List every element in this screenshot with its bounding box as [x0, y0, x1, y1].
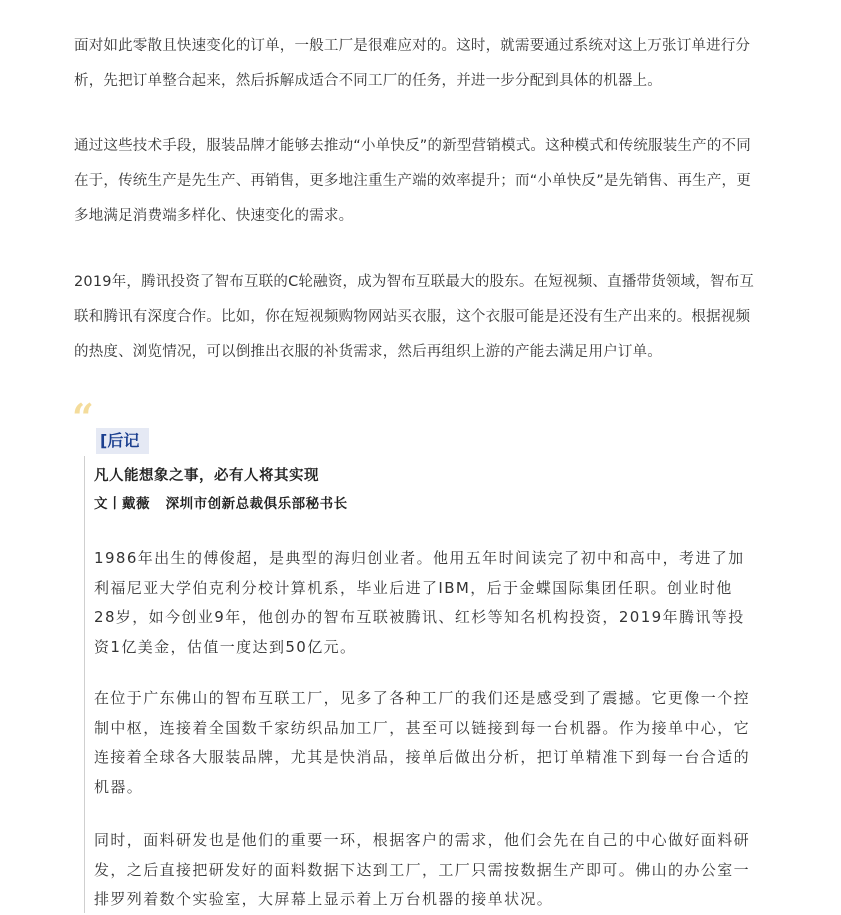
article-paragraph-2: 通过这些技术手段，服装品牌才能够去推动“小单快反”的新型营销模式。这种模式和传统服装生产的不同在于，传统生产是先生产、再销售，更多地注重生产端的效率提升；而“小单快反”是先销售、再生产，更多地满足消费端多样化、快速变化的需求。 — [74, 138, 751, 224]
article-paragraph-3: 2019年，腾讯投资了智布互联的C轮融资，成为智布互联最大的股东。在短视频、直播带货领域，智布互联和腾讯有深度合作。比如，你在短视频购物网站买衣服，这个衣服可能是还没有生产出来的。根据视频的热度、浏览情况，可以倒推出衣服的补货需求，然后再组织上游的产能去满足用户订单。 — [74, 274, 755, 360]
quote-divider-line — [84, 456, 85, 913]
postscript-paragraph-1: 1986年出生的傅俊超，是典型的海归创业者。他用五年时间读完了初中和高中，考进了加利福尼亚大学伯克利分校计算机系，毕业后进了IBM，后于金蝶国际集团任职。创业时他28岁，如今创业9年，他创办的智布互联被腾讯、红杉等知名机构投资，2019年腾讯等投资1亿美金，估值一度达到50亿元。 — [94, 549, 745, 656]
postscript-author: 文丨戴薇 深圳市创新总裁俱乐部秘书长 — [94, 496, 348, 512]
quote-mark-icon: “ — [72, 395, 94, 440]
postscript-paragraph-3: 同时，面料研发也是他们的重要一环，根据客户的需求，他们会先在自己的中心做好面料研发，之后直接把研发好的面料数据下达到工厂，工厂只需按数据生产即可。佛山的办公室一排罗列着数个实验室，大屏幕上显示着上万台机器的接单状况。 — [94, 831, 751, 908]
postscript-title: 凡人能想象之事，必有人将其实现 — [94, 468, 319, 484]
postscript-tag: [后记 — [96, 428, 149, 454]
postscript-paragraph-2: 在位于广东佛山的智布互联工厂，见多了各种工厂的我们还是感受到了震撼。它更像一个控制中枢，连接着全国数千家纺织品加工厂，甚至可以链接到每一台机器。作为接单中心，它连接着全球各大服装品牌，尤其是快消品，接单后做出分析，把订单精准下到每一台合适的机器。 — [94, 689, 751, 796]
article-paragraph-1: 面对如此零散且快速变化的订单，一般工厂是很难应对的。这时，就需要通过系统对这上万张订单进行分析，先把订单整合起来，然后拆解成适合不同工厂的任务，并进一步分配到具体的机器上。 — [74, 38, 751, 89]
